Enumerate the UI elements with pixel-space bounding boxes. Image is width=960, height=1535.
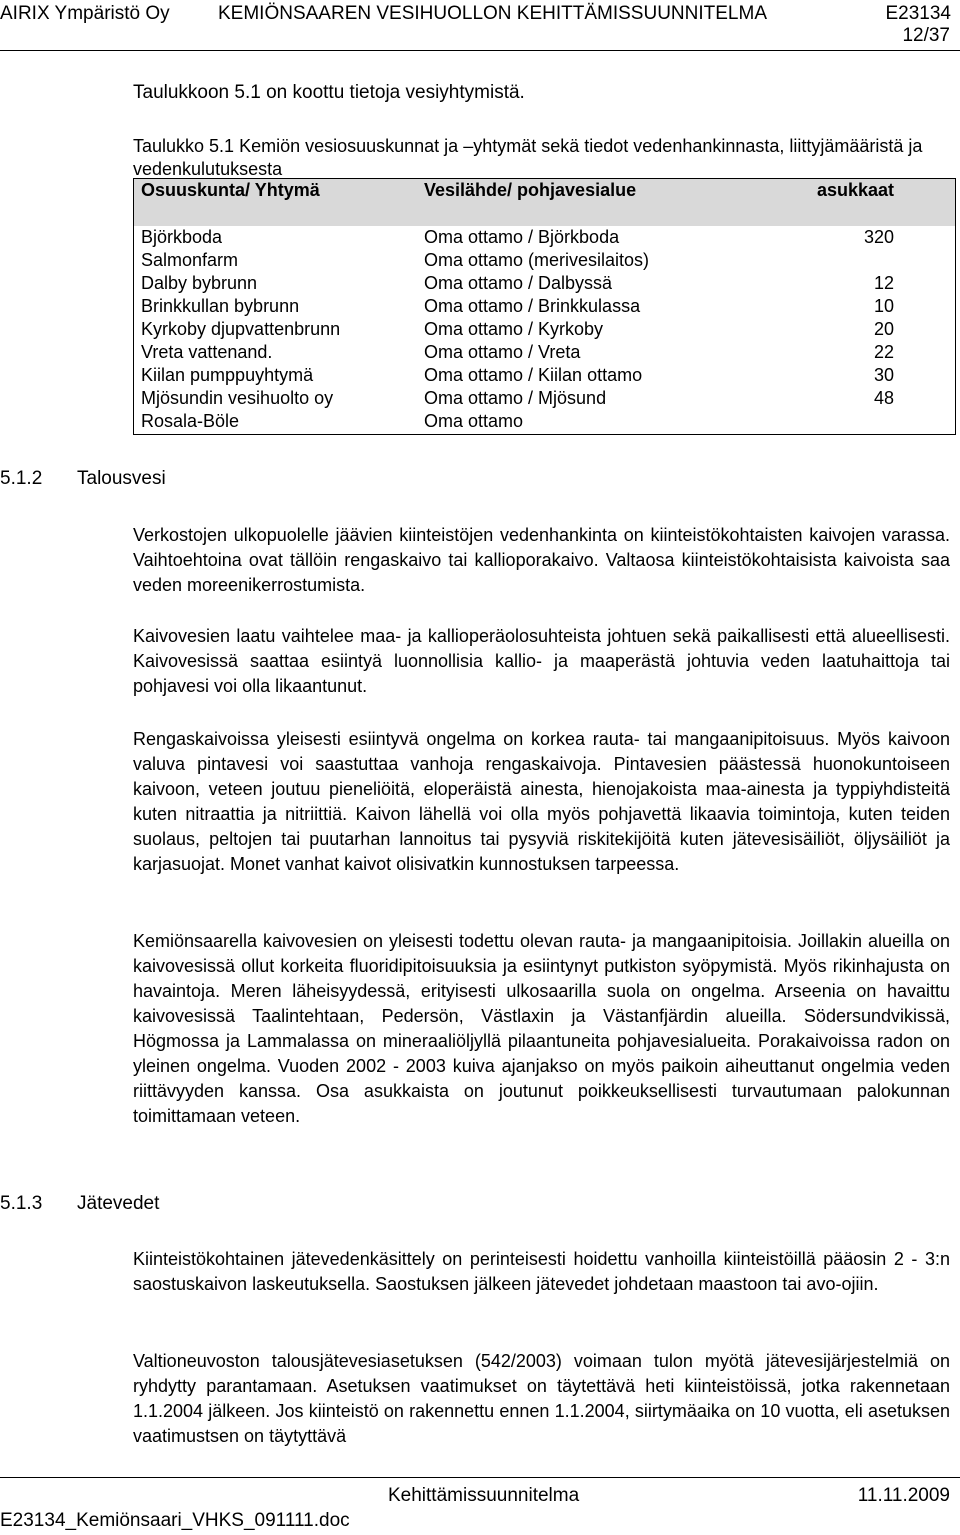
table-row xyxy=(134,226,955,249)
water-cooperatives-table xyxy=(133,178,956,435)
table-row xyxy=(134,410,955,433)
section-heading-jatevedet xyxy=(0,1193,159,1215)
section-title: Jätevedet xyxy=(77,1193,160,1214)
section-number: 5.1.3 xyxy=(0,1193,43,1214)
footer-divider xyxy=(0,1477,960,1478)
paragraph: Rengaskaivoissa yleisesti esiintyvä ongelma on korkea rauta- tai mangaanipitoisuus. Myös kaivoon valuva pintavesi voi saastuttaa vanhoja rengaskaivoja. Pintavesien päästessä huonokuntoiseen kaivoon, veteen joutuu pieneliöitä, eloperäistä ainesta, hienojakoista maa-ainesta ja typpiyhdisteitä kuten nitraattia ja nitriittiä. Kaivon lähellä voi olla myös pohjavettä likaavia toimintoja, kuten teiden suolaus, peltojen tai puutarhan lannoitus tai pysyviä riskitekijöitä kuten jätevesisäiliöt, öljysäiliöt ja karjasuojat. Monet vanhat kaivot olisivatkin kunnostuksen tarpeessa. xyxy=(133,729,950,874)
paragraph: Kemiönsaarella kaivovesien on yleisesti todettu olevan rauta- ja mangaanipitoisia. Joillakin alueilla on kaivovesissä ollut korkeita fluoridipitoisuuksia ja esiintynyt putkiston syöpymistä. Myös rikinhajusta on havaintoja. Meren läheisyydessä, erityisesti ulkosaarilla suola on ongelma. Arseenia on havaittu kaivovesissä Taalintehtaan, Pedersön, Västlaxin ja Västanfjärdin alueilla. Södersundvikissä, Högmossa ja Lammalassa on mineraaliöljyllä pilaantuneita pohjavesialueita. Porakaivoissa radon on yleinen ongelma. Vuoden 2002 - 2003 kuiva ajanjakso on myös paikoin aiheuttanut ongelmia veden riittävyyden kanssa. Osa asukkaista on joutunut poikkeuksellisesti turvautumaan palokunnan toimittamaan veteen. xyxy=(133,931,950,1126)
cell-residents: 30 xyxy=(873,365,894,385)
table-row xyxy=(134,272,955,295)
table-row xyxy=(134,249,955,272)
paragraph: Kiinteistökohtainen jätevedenkäsittely on perinteisesti hoidettu vanhoilla kiinteistöillä pääosin 2 - 3:n saostuskaivon laskeutuksella. Saostuksen jälkeen jätevedet johdetaan maastoon tai avo-ojiin. xyxy=(133,1249,950,1294)
cell-water-source: Oma ottamo (merivesilaitos) xyxy=(424,250,650,270)
cell-cooperative: Brinkkullan bybrunn xyxy=(141,296,300,316)
cell-water-source: Oma ottamo / Vreta xyxy=(424,342,581,362)
cell-water-source: Oma ottamo / Dalbyssä xyxy=(424,273,613,293)
column-header-cooperative: Osuuskunta/ Yhtymä xyxy=(141,180,320,200)
table-row xyxy=(134,364,955,387)
cell-residents: 22 xyxy=(873,342,894,362)
section-title: Talousvesi xyxy=(77,468,166,489)
header-title: KEMIÖNSAAREN VESIHUOLLON KEHITTÄMISSUUNNITELMA xyxy=(218,3,767,24)
intro-text: Taulukkoon 5.1 on koottu tietoja vesiyhtymistä. xyxy=(133,82,525,103)
footer-date: 11.11.2009 xyxy=(857,1485,950,1506)
paragraph: Verkostojen ulkopuolelle jäävien kiinteistöjen vedenhankinta on kiinteistökohtaisten kaivojen varassa. Vaihtoehtoina ovat tällöin rengaskaivo tai kallioporakaivo. Valtaosa kiinteistökohtaisista kaivoista saa veden moreenikerrostumista. xyxy=(133,525,950,595)
cell-cooperative: Salmonfarm xyxy=(141,250,239,270)
footer-document-type: Kehittämissuunnitelma xyxy=(388,1485,580,1506)
footer-filename: E23134_Kemiönsaari_VHKS_091111.doc xyxy=(0,1510,350,1531)
header-divider xyxy=(0,50,960,51)
cell-cooperative: Vreta vattenand. xyxy=(141,342,273,362)
cell-cooperative: Kiilan pumppuyhtymä xyxy=(141,365,314,385)
table-row xyxy=(134,295,955,318)
column-header-water-source: Vesilähde/ pohjavesialue xyxy=(424,180,637,200)
cell-water-source: Oma ottamo / Kyrkoby xyxy=(424,319,604,339)
cell-water-source: Oma ottamo / Björkboda xyxy=(424,227,620,247)
cell-residents: 48 xyxy=(873,388,894,408)
header-company: AIRIX Ympäristö Oy xyxy=(0,3,170,24)
cell-cooperative: Kyrkoby djupvattenbrunn xyxy=(141,319,341,339)
section-heading-talousvesi xyxy=(0,468,166,490)
column-header-residents: asukkaat xyxy=(816,180,894,200)
cell-residents: 20 xyxy=(873,319,894,339)
header-project-code: E23134 xyxy=(885,3,951,24)
cell-water-source: Oma ottamo / Kiilan ottamo xyxy=(424,365,643,385)
table-row xyxy=(134,341,955,364)
table-header xyxy=(134,179,955,226)
cell-cooperative: Dalby bybrunn xyxy=(141,273,258,293)
paragraph: Kaivovesien laatu vaihtelee maa- ja kallioperäolosuhteista johtuen sekä paikallisesti että alueellisesti. Kaivovesissä saattaa esiintyä luonnollisia kallio- ja maaperästä johtuvia veden laatuhaittoja tai pohjavesi voi olla likaantunut. xyxy=(133,626,950,696)
cell-cooperative: Rosala-Böle xyxy=(141,411,240,431)
cell-residents: 12 xyxy=(873,273,894,293)
cell-water-source: Oma ottamo xyxy=(424,411,524,431)
cell-cooperative: Mjösundin vesihuolto oy xyxy=(141,388,334,408)
section-number: 5.1.2 xyxy=(0,468,43,489)
cell-residents: 320 xyxy=(863,227,894,247)
cell-residents: 10 xyxy=(873,296,894,316)
header-page-number: 12/37 xyxy=(902,25,950,46)
table-row xyxy=(134,318,955,341)
cell-water-source: Oma ottamo / Brinkkulassa xyxy=(424,296,641,316)
paragraph: Valtioneuvoston talousjätevesiasetuksen (542/2003) voimaan tulon myötä jätevesijärjestelmiä on ryhdytty parantamaan. Asetuksen vaatimukset on täytettävä heti kiinteistöissä, jotka rakennetaan 1.1.2004 jälkeen. Jos kiinteistö on rakennettu ennen 1.1.2004, siirtymäaika on 10 vuotta, eli asetuksen vaatimustsen on täytyttävä xyxy=(133,1351,950,1446)
table-row xyxy=(134,387,955,410)
cell-water-source: Oma ottamo / Mjösund xyxy=(424,388,607,408)
table-caption: Taulukko 5.1 Kemiön vesiosuuskunnat ja –yhtymät sekä tiedot vedenhankinnasta, liittyjämääristä ja vedenkulutuksesta xyxy=(133,136,923,179)
cell-cooperative: Björkboda xyxy=(141,227,223,247)
